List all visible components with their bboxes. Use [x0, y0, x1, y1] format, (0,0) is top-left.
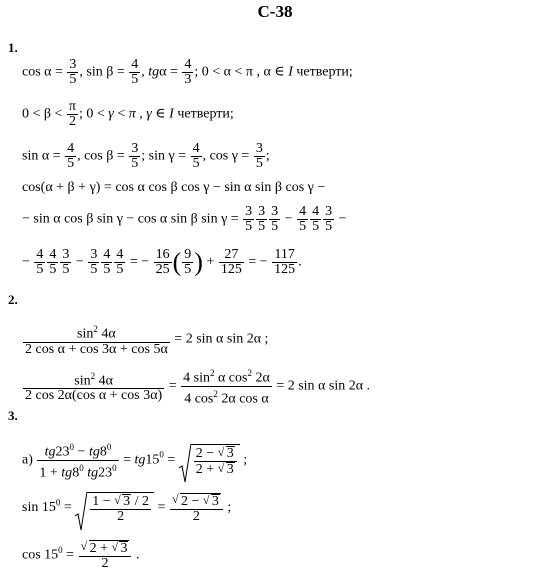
equation-line-2: 0 < β < $\frac{\pi}{2}$ ; 0 < γ < π , γ ∈ I четверти; — [22, 99, 234, 129]
page-title: С-38 — [257, 2, 293, 21]
equation-line-1: cos α = $\frac{3}{5}$ , sin β = $\frac{4}{5}$ , tgα = $\frac{4}{3}$ ; 0 < α < π , α ∈ I четверти; — [22, 57, 353, 87]
equation-line-11: $\cos 15^0$ = √ $\frac{2 + √ 3}{2}$ . — [22, 540, 139, 571]
equation-line-6: − $\frac{4}{5}$ $\frac{4}{5}$ $\frac{3}{5}$ − $\frac{3}{5}$ $\frac{4}{5}$ $\frac{4}{5}$ = − $\frac{16}{25}$ ( $\frac{9}{5}$ ) + $\frac{27}{125}$ = − $\frac{117}{125}$ . — [22, 247, 302, 277]
section-number-3: 3. — [8, 408, 18, 423]
section-number-2: 2. — [8, 292, 18, 307]
equation-line-4: cos(α + β + γ) = cos α cos β cos γ − sin α sin β cos γ − — [22, 180, 326, 195]
equation-line-7: $\frac{\sin^2 4\alpha}{\text{2 cos α + cos 3α + cos 5α}}$ = 2 sin α sin 2α ; — [25, 324, 269, 357]
equation-line-3: sin α = $\frac{4}{5}$ , cos β = $\frac{3}{5}$ ; sin γ = $\frac{4}{5}$ , cos γ = $\frac{3}{5}$ ; — [22, 141, 270, 171]
section-number-1: 1. — [8, 40, 18, 55]
equation-line-8: $\frac{\sin^2 4\alpha}{\text{2 cos 2α(cos α + cos 3α)}}$ = $\frac{4 \sin^2 \alpha \cos^2 2\alpha}{4 \cos^2 2\alpha \cos \alpha}$ = 2 sin α sin 2α . — [25, 368, 371, 407]
equation-line-5: − sin α cos β sin γ − cos α sin β sin γ = $\frac{3}{5}$ $\frac{3}{5}$ $\frac{3}{5}$ − $\frac{4}{5}$ $\frac{4}{5}$ $\frac{3}{5}$ − — [22, 204, 347, 234]
equation-line-10: $\sin 15^0$ = $\frac{1 - √ 3 / 2}{2}$ = √ $\frac{2 - √ 3}{2}$ ; — [22, 492, 231, 524]
equation-line-9: а) $\frac{tg23^0 - tg8^0}{1 + tg8^0 tg23^0}$ = $tg15^0$ = $\frac{2 - √ 3}{2 + √ 3}$ ; — [22, 440, 247, 480]
